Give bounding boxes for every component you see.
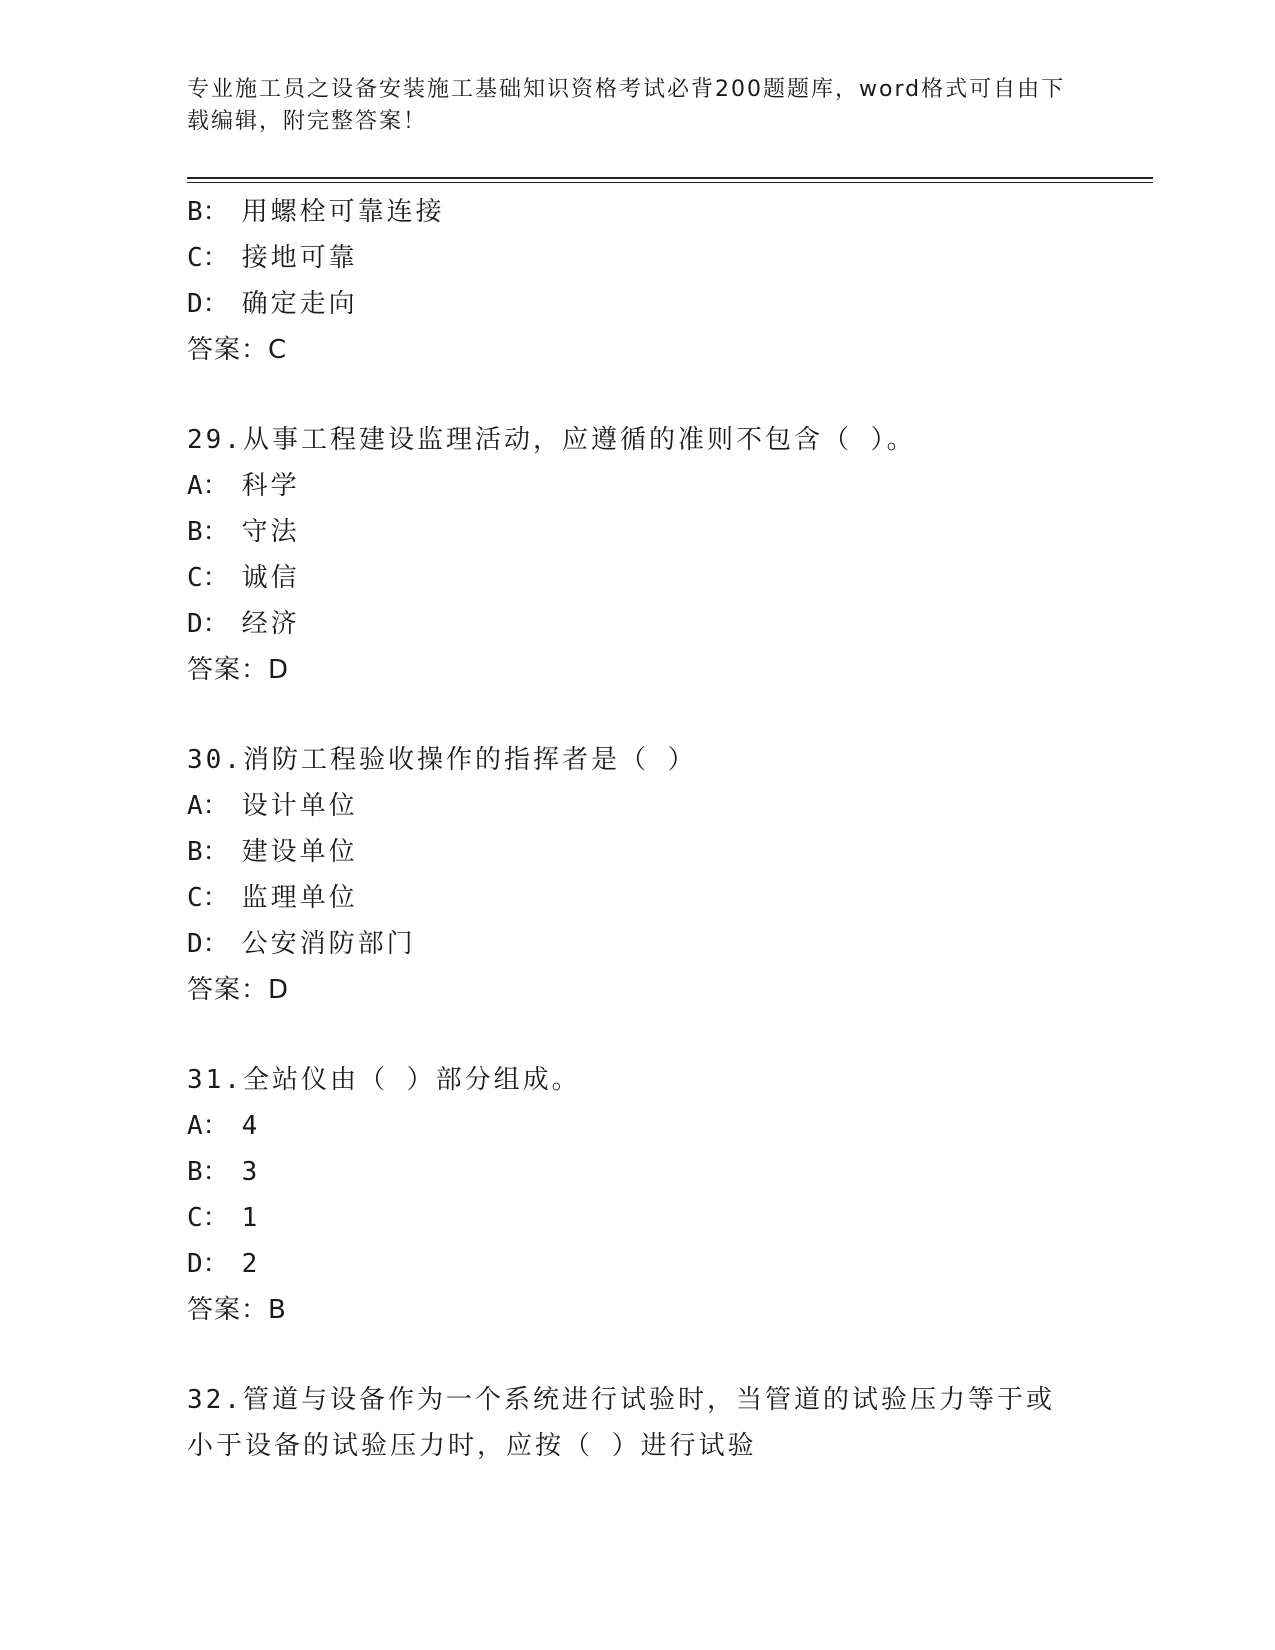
option-text: 2	[241, 1249, 261, 1279]
option-letter: B	[187, 1157, 203, 1187]
question-content	[187, 189, 1087, 1469]
option-line	[187, 555, 1087, 601]
answer-line	[187, 1287, 1087, 1333]
option-separator: ：	[202, 243, 232, 273]
option-line	[187, 463, 1087, 509]
answer-value: D	[268, 975, 290, 1005]
answer-label: 答案：	[187, 975, 269, 1005]
option-letter: A	[187, 471, 203, 501]
option-text: 建设单位	[241, 837, 358, 867]
question-stem: 31.全站仪由（ ）部分组成。	[187, 1065, 581, 1095]
option-line	[187, 921, 1087, 967]
option-letter: C	[187, 1203, 203, 1233]
option-separator: ：	[202, 289, 232, 319]
answer-label: 答案：	[187, 655, 269, 685]
option-letter: A	[187, 791, 203, 821]
option-line	[187, 783, 1087, 829]
option-letter: D	[187, 289, 203, 319]
question-31	[187, 1057, 1087, 1333]
question-29	[187, 417, 1087, 693]
option-text: 接地可靠	[241, 243, 358, 273]
option-separator: ：	[202, 837, 232, 867]
option-separator: ：	[202, 1249, 232, 1279]
option-letter: A	[187, 1111, 203, 1141]
option-line	[187, 829, 1087, 875]
option-separator: ：	[202, 1157, 232, 1187]
answer-value: C	[268, 335, 288, 365]
document-header-title: 专业施工员之设备安装施工基础知识资格考试必背200题题库，word格式可自由下载编辑，附完整答案！	[187, 77, 1066, 134]
option-separator: ：	[202, 471, 232, 501]
option-letter: C	[187, 563, 203, 593]
answer-line	[187, 647, 1087, 693]
option-text: 诚信	[241, 563, 300, 593]
option-line	[187, 189, 1087, 235]
option-separator: ：	[202, 197, 232, 227]
option-separator: ：	[202, 563, 232, 593]
option-text: 公安消防部门	[241, 929, 416, 959]
option-letter: C	[187, 243, 203, 273]
partial-question	[187, 189, 1087, 373]
option-text: 4	[241, 1111, 261, 1141]
option-separator: ：	[202, 1111, 232, 1141]
header-rule-thin	[187, 182, 1153, 183]
option-letter: B	[187, 837, 203, 867]
option-line	[187, 235, 1087, 281]
answer-label: 答案：	[187, 335, 269, 365]
option-line	[187, 601, 1087, 647]
option-text: 科学	[241, 471, 300, 501]
option-separator: ：	[202, 517, 232, 547]
answer-line	[187, 327, 1087, 373]
option-letter: D	[187, 929, 203, 959]
option-separator: ：	[202, 791, 232, 821]
option-line	[187, 281, 1087, 327]
option-text: 确定走向	[241, 289, 358, 319]
option-text: 用螺栓可靠连接	[241, 197, 445, 227]
question-32	[187, 1377, 1087, 1469]
option-letter: B	[187, 197, 203, 227]
option-separator: ：	[202, 1203, 232, 1233]
option-text: 监理单位	[241, 883, 358, 913]
option-line	[187, 509, 1087, 555]
option-line	[187, 875, 1087, 921]
answer-value: D	[268, 655, 290, 685]
question-30	[187, 737, 1087, 1013]
option-text: 3	[241, 1157, 261, 1187]
answer-value: B	[268, 1295, 287, 1325]
question-stem: 32.管道与设备作为一个系统进行试验时，当管道的试验压力等于或小于设备的试验压力时，应按（ ）进行试验	[187, 1385, 1055, 1461]
answer-label: 答案：	[187, 1295, 269, 1325]
option-letter: B	[187, 517, 203, 547]
option-text: 设计单位	[241, 791, 358, 821]
option-line	[187, 1149, 1087, 1195]
question-stem: 30.消防工程验收操作的指挥者是（ ）	[187, 745, 697, 775]
option-text: 1	[241, 1203, 261, 1233]
option-letter: D	[187, 1249, 203, 1279]
option-line	[187, 1195, 1087, 1241]
option-text: 守法	[241, 517, 300, 547]
option-text: 经济	[241, 609, 300, 639]
header-rule-thick	[187, 177, 1153, 179]
option-separator: ：	[202, 929, 232, 959]
option-separator: ：	[202, 609, 232, 639]
option-line	[187, 1103, 1087, 1149]
option-letter: C	[187, 883, 203, 913]
option-line	[187, 1241, 1087, 1287]
answer-line	[187, 967, 1087, 1013]
question-stem: 29.从事工程建设监理活动，应遵循的准则不包含（ ）。	[187, 425, 916, 455]
option-letter: D	[187, 609, 203, 639]
option-separator: ：	[202, 883, 232, 913]
